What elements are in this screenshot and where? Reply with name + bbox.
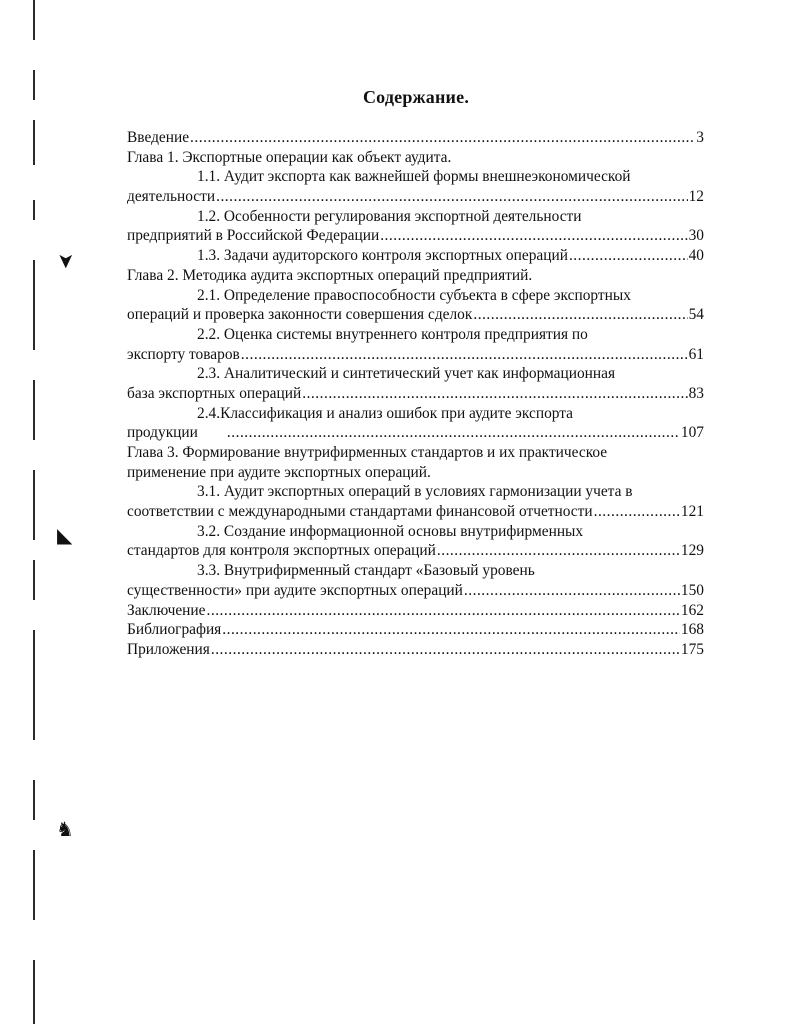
toc-page-number: 162 — [680, 601, 704, 619]
toc-entry-label: база экспортных операций — [127, 384, 302, 402]
toc-entry-3-3-cont — [127, 581, 704, 601]
toc-page-number: 3 — [696, 129, 704, 146]
toc-page-number: 12 — [688, 188, 704, 206]
dot-leader — [207, 601, 680, 621]
dot-leader — [211, 640, 680, 660]
toc-page-number: 150 — [680, 581, 704, 599]
toc-page-number: 168 — [680, 621, 704, 639]
dot-leader — [473, 305, 687, 325]
toc-entry-label: 2.2. Оценка системы внутреннего контроля предприятия по — [197, 325, 588, 343]
toc-entry-intro — [127, 128, 704, 148]
toc-page-number: 121 — [680, 503, 704, 521]
toc-page-number: 175 — [680, 640, 704, 658]
scan-edge-line — [33, 0, 35, 1024]
toc-entry-2-1 — [127, 286, 704, 306]
toc-entry-label: операций и проверка законности совершения сделок — [127, 306, 473, 324]
dot-leader — [569, 246, 688, 266]
toc-entry-label: деятельности — [127, 188, 216, 206]
toc-entry-2-3 — [127, 364, 704, 384]
dot-leader — [190, 128, 695, 148]
toc-entry-3-3 — [127, 561, 704, 581]
toc-page-number: 129 — [680, 542, 704, 560]
toc-chapter-title: применение при аудите экспортных операций. — [127, 463, 431, 481]
toc-chapter-title: Глава 2. Методика аудита экспортных операций предприятий. — [127, 266, 533, 284]
toc-entry-label: 3.3. Внутрифирменный стандарт «Базовый уровень — [197, 562, 535, 580]
toc-page-number: 40 — [688, 247, 704, 265]
toc-entry-1-1 — [127, 167, 704, 187]
toc-entry-label: 2.3. Аналитический и синтетический учет как информационная — [197, 365, 616, 383]
page-title: Содержание. — [362, 87, 470, 107]
toc-entry-1-2-cont — [127, 226, 704, 246]
toc-entry-3-1 — [127, 482, 704, 502]
toc-entry-conclusion — [127, 601, 704, 621]
dot-leader — [464, 581, 680, 601]
toc-chapter-1 — [127, 148, 704, 168]
toc-chapter-2 — [127, 266, 704, 286]
toc-page-number: 30 — [688, 227, 704, 245]
scan-mark-blot-icon: ♞ — [56, 819, 74, 841]
toc-entry-label: Заключение — [127, 601, 206, 619]
toc-entry-2-3-cont — [127, 384, 704, 404]
toc-page-number: 83 — [688, 384, 704, 402]
toc-entry-2-2 — [127, 325, 704, 345]
toc-entry-label: 1.3. Задачи аудиторского контроля экспортных операций — [197, 247, 568, 265]
toc-entry-label: предприятий в Российской Федерации — [127, 227, 380, 245]
toc-entry-label: существенности» при аудите экспортных операций — [127, 581, 463, 599]
toc-entry-2-4 — [127, 404, 704, 424]
dot-leader — [380, 226, 687, 246]
toc-entry-label: экспорту товаров — [127, 345, 240, 363]
toc-page-number: 61 — [688, 345, 704, 363]
toc-entry-2-1-cont — [127, 305, 704, 325]
toc-entry-label: Приложения — [127, 640, 210, 658]
toc-entry-1-2 — [127, 207, 704, 227]
toc-entry-label: 3.2. Создание информационной основы внутрифирменных — [197, 522, 584, 540]
dot-leader — [594, 502, 680, 522]
toc-entry-label: Введение — [127, 129, 190, 146]
dot-leader — [437, 541, 680, 561]
scan-mark-arrow-icon: ➤ — [54, 252, 77, 270]
toc-entry-1-1-cont — [127, 187, 704, 207]
toc-entry-label: 3.1. Аудит экспортных операций в условиях гармонизации учета в — [197, 483, 633, 501]
dot-leader — [302, 384, 687, 404]
toc-entry-label: 2.4.Классификация и анализ ошибок при аудите экспорта — [197, 404, 574, 422]
dot-leader — [199, 423, 680, 443]
toc-page-number: 54 — [688, 306, 704, 324]
toc-entry-label: 1.1. Аудит экспорта как важнейшей формы внешнеэкономической — [197, 168, 631, 186]
toc-chapter-title: Глава 3. Формирование внутрифирменных стандартов и их практическое — [127, 444, 608, 461]
toc-chapter-title: Глава 1. Экспортные операции как объект аудита. — [127, 148, 452, 166]
toc-entry-label: стандартов для контроля экспортных операций — [127, 542, 436, 560]
dot-leader — [222, 620, 680, 640]
toc-entry-2-4-cont — [127, 423, 704, 443]
toc-entry-2-2-cont — [127, 345, 704, 365]
toc-entry-label: Библиография — [127, 621, 222, 639]
toc-entry-bibliography — [127, 620, 704, 640]
dot-leader — [241, 345, 688, 365]
toc-entry-1-3 — [127, 246, 704, 266]
toc-chapter-3-cont — [127, 463, 704, 483]
toc-entry-label: продукции — [127, 424, 198, 442]
toc-chapter-3 — [127, 443, 704, 463]
toc-entry-3-1-cont — [127, 502, 704, 522]
toc-entry-label: соответствии с международными стандартами финансовой отчетности — [127, 503, 593, 521]
toc-page-number: 107 — [680, 424, 704, 442]
toc-entry-label: 2.1. Определение правоспособности субъекта в сфере экспортных — [197, 286, 631, 304]
toc-entry-appendices — [127, 640, 704, 660]
dot-leader — [216, 187, 688, 207]
toc-entry-3-2-cont — [127, 541, 704, 561]
toc-entry-3-2 — [127, 522, 704, 542]
table-of-contents — [127, 128, 704, 660]
toc-entry-label: 1.2. Особенности регулирования экспортной деятельности — [197, 207, 582, 225]
scan-mark-wedge-icon: ◣ — [57, 525, 73, 547]
